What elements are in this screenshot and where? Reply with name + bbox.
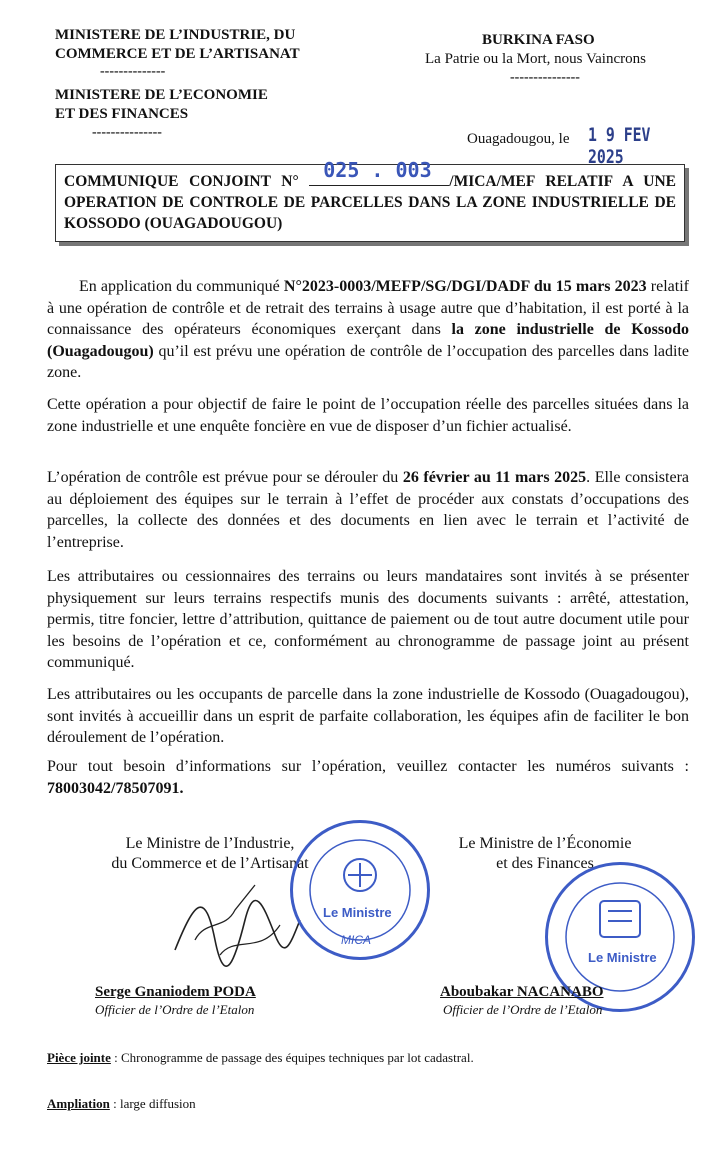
paragraph-4: Les attributaires ou cessionnaires des terrains ou leurs mandataires sont invités à se présenter physiquement sur leurs terrains respectifs munis des documents suivants : arrêté, attestation, permis, titre foncier, lettre d’attribution, quittance de paiement ou de tout autre document utile pour les besoins de l’opération et ce, conformément au chronogramme de passage joint au présent communiqué.: [47, 568, 689, 671]
p1-reference: N°2023-0003/MEFP/SG/DGI/DADF du 15 mars 2023: [283, 278, 647, 295]
communique-title-box: [55, 158, 685, 242]
right-title-line2: et des Finances: [496, 855, 594, 872]
p1-text: relatif à une opération de contrôle et de retrait des terrains à usage autre que d’habitation, il est porté à la connaissance des opérateurs économiques exerçant dans: [47, 278, 689, 338]
p3-dates: 26 février au 11 mars 2025: [402, 469, 587, 486]
distribution-line: [47, 1096, 196, 1112]
right-signatory-name: Aboubakar NACANABO: [440, 984, 604, 1000]
ministry-economy-line1: MINISTERE DE L’ECONOMIE: [55, 87, 268, 103]
right-signatory-grade: Officier de l’Ordre de l’Etalon: [443, 1002, 603, 1017]
left-seal-center-text: Le Ministre: [323, 905, 392, 920]
separator: --------------: [100, 64, 166, 79]
p1-text: qu’il est prévu une opération de contrôle de l’occupation des parcelles dans ladite zone.: [47, 342, 689, 381]
paragraph-1: [47, 276, 689, 384]
paragraph-3: [47, 467, 689, 553]
left-signatory-name: Serge Gnaniodem PODA: [95, 984, 256, 1000]
p3-text: . Elle consistera au déploiement des équipes sur le terrain à l’effet de procéder aux constats d’occupations des parcelles, la collecte des données et des documents en lien avec le terrain et l’activité de l’entreprise.: [47, 469, 690, 551]
p6-text: Pour tout besoin d’informations sur l’opération, veuillez contacter les numéros suivants :: [47, 758, 689, 775]
place-date-label: Ouagadougou, le: [467, 131, 570, 147]
title-prefix: COMMUNIQUE CONJOINT N°: [64, 173, 299, 190]
contact-numbers: 78003042/78507091.: [47, 779, 184, 797]
attachment-text: : Chronogramme de passage des équipes techniques par lot cadastral.: [110, 1050, 474, 1065]
left-seal-bottom-text: MICA: [341, 933, 371, 947]
distribution-label: Ampliation: [47, 1096, 110, 1111]
national-motto: La Patrie ou la Mort, nous Vaincrons: [425, 51, 646, 67]
ministry-industry-line1: MINISTERE DE L’INDUSTRIE, DU: [55, 27, 296, 43]
p1-zone: la zone industrielle de Kossodo (Ouagadougou): [47, 321, 690, 360]
left-title-line2: du Commerce et de l’Artisanat: [111, 855, 309, 872]
ministry-economy-line2: ET DES FINANCES: [55, 106, 189, 122]
country-name: BURKINA FASO: [482, 32, 595, 48]
paragraph-6: [47, 756, 689, 799]
communique-number-blank: [309, 158, 449, 186]
date-stamp: 1 9 FEV 2025: [588, 124, 651, 168]
separator: ---------------: [510, 70, 580, 85]
paragraph-2: Cette opération a pour objectif de faire le point de l’occupation réelle des parcelles situées dans la zone industrielle et une enquête foncière en vue de disposer d’un fichier actualisé.: [47, 396, 689, 435]
ministry-industry-line2: COMMERCE ET DE L’ARTISANAT: [55, 46, 300, 62]
p3-text: L’opération de contrôle est prévue pour se dérouler du: [47, 469, 403, 486]
p1-text: En application du communiqué: [79, 278, 284, 295]
ministry-industry-heading: [55, 26, 300, 64]
right-title-line1: Le Ministre de l’Économie: [458, 835, 632, 852]
communique-number-stamp: 025 . 003: [323, 158, 432, 182]
distribution-text: : large diffusion: [109, 1096, 196, 1111]
separator: ---------------: [92, 125, 162, 140]
left-handwritten-signature: [165, 880, 305, 970]
attachment-label: Pièce jointe: [47, 1050, 111, 1065]
left-signatory-grade: Officier de l’Ordre de l’Etalon: [95, 1002, 255, 1017]
left-title-line1: Le Ministre de l’Industrie,: [125, 835, 295, 852]
left-official-seal: [290, 820, 430, 960]
attachment-line: [47, 1050, 474, 1066]
title-suffix: /MICA/MEF RELATIF A UNE OPERATION DE CONTROLE DE PARCELLES DANS LA ZONE INDUSTRIELLE DE KOSSODO (OUAGADOUGOU): [64, 173, 676, 232]
right-seal-center-text: Le Ministre: [588, 950, 657, 965]
paragraph-5: Les attributaires ou les occupants de parcelle dans la zone industrielle de Kossodo (Ouagadougou), sont invités à accueillir dans un esprit de parfaite collaboration, les équipes afin de faciliter le bon déroulement de l’opération.: [47, 686, 689, 746]
ministry-economy-heading: [55, 86, 268, 124]
